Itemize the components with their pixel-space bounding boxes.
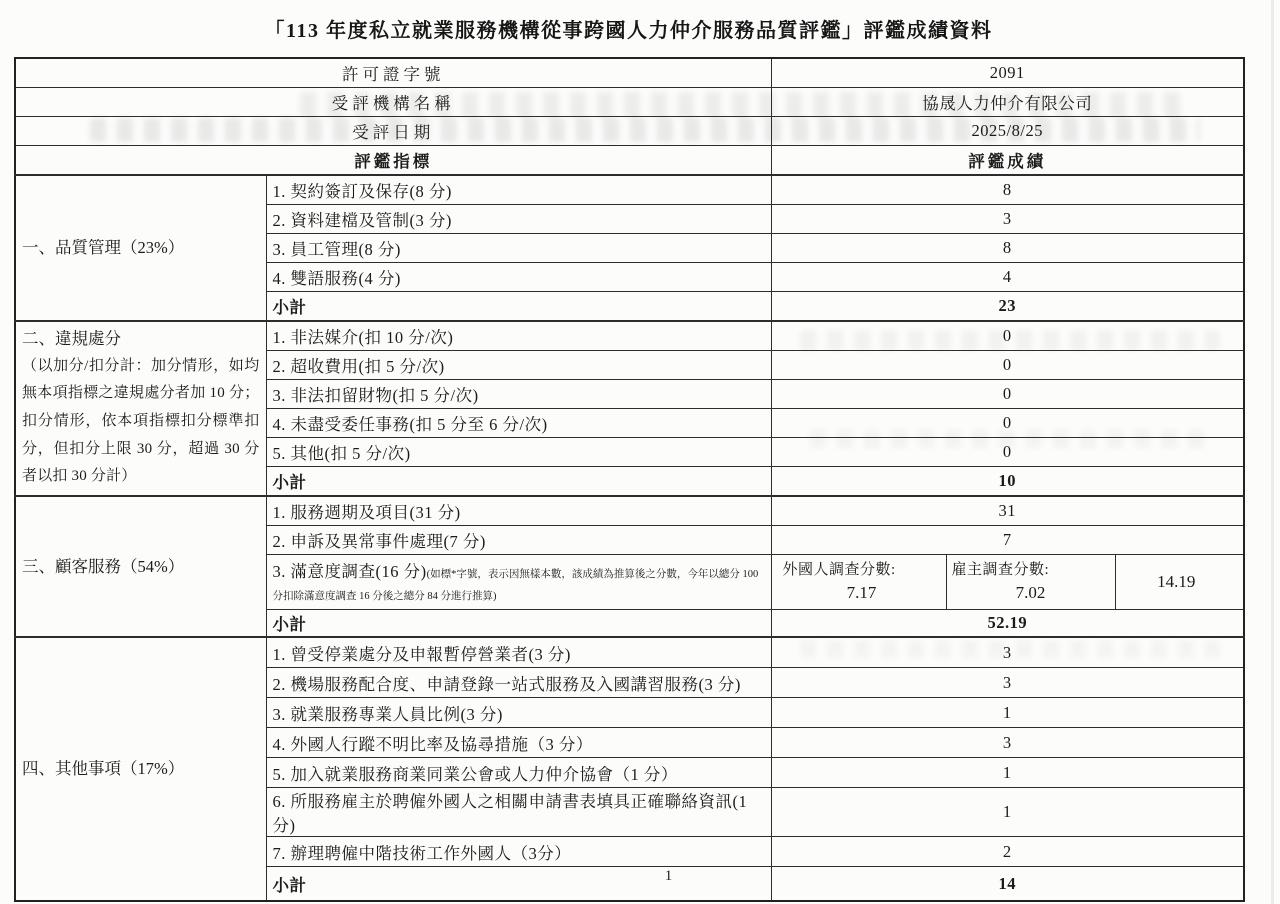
- permit-number-label: 許可證字號: [15, 58, 771, 88]
- indicator-label: 2. 超收費用(扣 5 分/次): [266, 351, 771, 380]
- indicator-label: 1. 曾受停業處分及申報暫停營業者(3 分): [266, 637, 771, 668]
- category-violations: [15, 321, 266, 496]
- subtotal-label: 小計: [266, 610, 771, 638]
- page-number: 1: [664, 868, 673, 884]
- agency-name-label: 受評機構名稱: [15, 88, 771, 117]
- indicator-label: 5. 加入就業服務商業同業公會或人力仲介協會（1 分）: [266, 758, 771, 788]
- satisfaction-survey-note: (如標*字號，表示因無樣本數，該成績為推算後之分數，今年以總分 100 分扣除滿意度調查 16 分後之總分 84 分進行推算): [272, 569, 759, 602]
- category-customer-service: 三、顧客服務（54%）: [15, 496, 266, 637]
- indicator-score: 0: [771, 438, 1244, 467]
- indicator-label: 2. 申訴及異常事件處理(7 分): [266, 526, 771, 555]
- table-row: [15, 496, 1244, 526]
- indicator-score: 8: [771, 175, 1244, 205]
- indicator-score: 2: [771, 837, 1244, 867]
- table-row: [15, 146, 1244, 176]
- indicator-score: 0: [771, 409, 1244, 438]
- indicator-label: 3. 員工管理(8 分): [266, 234, 771, 263]
- evaluation-table: [14, 57, 1245, 902]
- indicator-label: 7. 辦理聘僱中階技術工作外國人（3分）: [266, 837, 771, 867]
- indicator-label: 3. 非法扣留財物(扣 5 分/次): [266, 380, 771, 409]
- indicator-label: 5. 其他(扣 5 分/次): [266, 438, 771, 467]
- subtotal-value: 10: [771, 467, 1244, 497]
- employer-survey-label: 雇主調查分數:: [951, 562, 1050, 578]
- table-row: [15, 58, 1244, 88]
- subtotal-value: 52.19: [771, 610, 1244, 638]
- table-row: [15, 321, 1244, 351]
- indicator-score: 3: [771, 637, 1244, 668]
- score-column-header: 評鑑成績: [771, 146, 1244, 176]
- indicator-score: 8: [771, 234, 1244, 263]
- table-row: [15, 117, 1244, 146]
- subtotal-label: 小計: [266, 292, 771, 322]
- foreign-survey-score: [778, 555, 947, 609]
- indicator-score: 3: [771, 668, 1244, 698]
- indicator-label: 4. 外國人行蹤不明比率及協尋措施（3 分）: [266, 728, 771, 758]
- table-row: [15, 88, 1244, 117]
- indicator-score: 1: [771, 758, 1244, 788]
- indicator-score: 1: [771, 788, 1244, 837]
- indicator-score: 3: [771, 728, 1244, 758]
- evaluation-date-value: 2025/8/25: [771, 117, 1244, 146]
- permit-number-value: 2091: [771, 58, 1244, 88]
- employer-survey-value: 7.02: [1015, 583, 1046, 602]
- page-title: 「113 年度私立就業服務機構從事跨國人力仲介服務品質評鑑」評鑑成績資料: [264, 20, 993, 42]
- indicator-column-header: 評鑑指標: [15, 146, 771, 176]
- agency-name-value: 協晟人力仲介有限公司: [771, 88, 1244, 117]
- indicator-label: 4. 未盡受委任事務(扣 5 分至 6 分/次): [266, 409, 771, 438]
- evaluation-date-label: 受評日期: [15, 117, 771, 146]
- indicator-label: 3. 就業服務專業人員比例(3 分): [266, 698, 771, 728]
- indicator-label: 1. 契約簽訂及保存(8 分): [266, 175, 771, 205]
- indicator-score: 0: [771, 321, 1244, 351]
- indicator-label: 4. 雙語服務(4 分): [266, 263, 771, 292]
- indicator-score: 0: [771, 351, 1244, 380]
- subtotal-label: 小計: [266, 867, 771, 902]
- category-quality-management: 一、品質管理（23%）: [15, 175, 266, 321]
- satisfaction-survey-label: [266, 555, 771, 610]
- table-row: [15, 637, 1244, 668]
- table-row: [15, 175, 1244, 205]
- subtotal-label: 小計: [266, 467, 771, 497]
- indicator-score: 4: [771, 263, 1244, 292]
- indicator-label: 1. 服務週期及項目(31 分): [266, 496, 771, 526]
- satisfaction-survey-title: 3. 滿意度調查(16 分): [272, 562, 427, 582]
- combined-survey-value: 14.19: [1157, 572, 1196, 591]
- indicator-label: 6. 所服務雇主於聘僱外國人之相關申請書表填具正確聯絡資訊(1 分): [266, 788, 771, 837]
- foreign-survey-label: 外國人調查分數:: [782, 562, 896, 578]
- paper-scan-edge: [1271, 0, 1274, 904]
- category-other-matters: 四、其他事項（17%）: [15, 637, 266, 901]
- category-violations-note: （以加分/扣分計：加分情形，如均無本項指標之違規處分者加 10 分；扣分情形，依本項指標扣分標準扣分，但扣分上限 30 分，超過 30 分者以扣 30 分計）: [22, 357, 260, 485]
- indicator-label: 1. 非法媒介(扣 10 分/次): [266, 321, 771, 351]
- indicator-label: 2. 資料建檔及管制(3 分): [266, 205, 771, 234]
- satisfaction-survey-scores: [771, 555, 1244, 610]
- subtotal-value: 23: [771, 292, 1244, 322]
- employer-survey-score: [947, 555, 1116, 609]
- indicator-score: 31: [771, 496, 1244, 526]
- indicator-score: 1: [771, 698, 1244, 728]
- indicator-score: 3: [771, 205, 1244, 234]
- indicator-score: 0: [771, 380, 1244, 409]
- indicator-label: 2. 機場服務配合度、申請登錄一站式服務及入國講習服務(3 分): [266, 668, 771, 698]
- category-violations-title: 二、違規處分: [22, 329, 121, 349]
- subtotal-value: 14: [771, 867, 1244, 902]
- foreign-survey-value: 7.17: [846, 583, 877, 602]
- indicator-score: 7: [771, 526, 1244, 555]
